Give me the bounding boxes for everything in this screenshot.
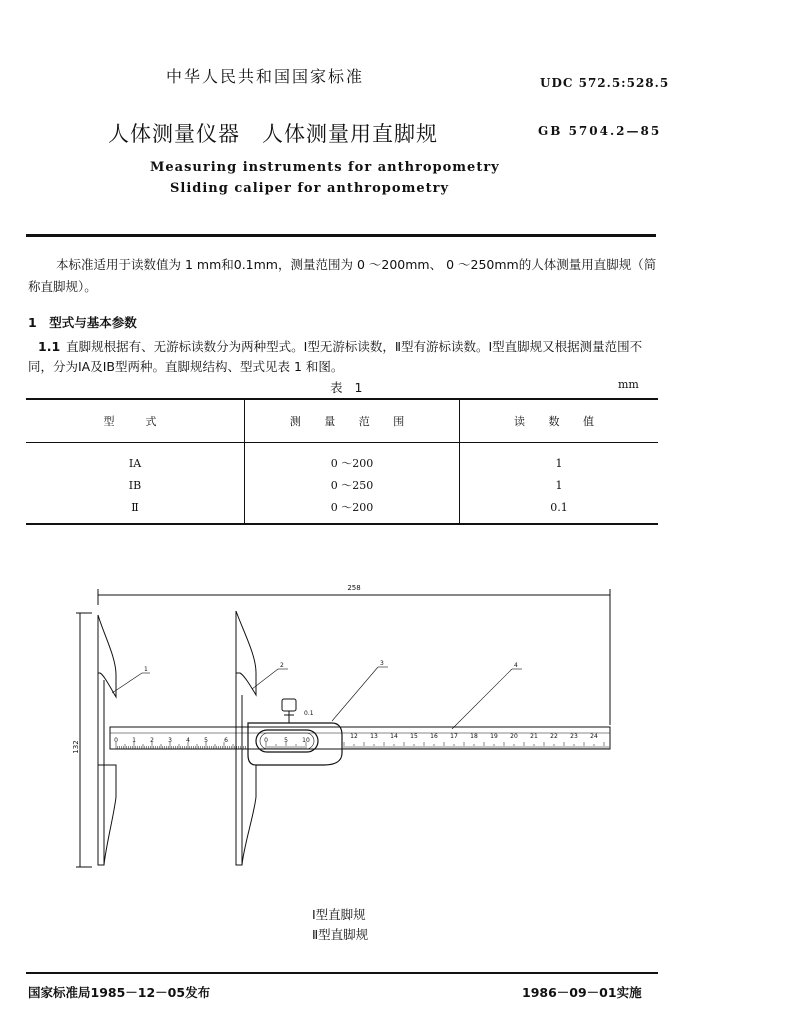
cell-reading: 1 <box>555 456 563 470</box>
footer-rule <box>26 972 658 974</box>
paragraph-1-1 <box>28 337 658 377</box>
caliper-drawing <box>70 575 640 885</box>
document-title-en-2: Sliding caliper for anthropometry <box>170 181 449 196</box>
dimension-258 <box>98 584 610 725</box>
table-row <box>26 474 658 496</box>
figure-caption-1: Ⅰ型直脚规 <box>312 907 366 922</box>
table-caption: 表 1 <box>330 380 367 395</box>
cell-range: 0 ～200 <box>245 496 460 524</box>
scale-number: 5 <box>204 737 208 744</box>
scale-number: 19 <box>490 733 498 740</box>
gb-number: GB 5704.2—85 <box>538 124 662 138</box>
scale-number: 6 <box>224 737 228 744</box>
intro-paragraph <box>28 254 658 298</box>
table-unit: mm <box>618 378 639 391</box>
issue-date: 国家标准局1985－12－05发布 <box>28 985 211 1000</box>
scale-number: 16 <box>430 733 438 740</box>
slider-body <box>248 723 342 765</box>
spec-table <box>26 398 658 525</box>
paragraph-number: 1.1 <box>38 339 61 354</box>
scale-number: 1 <box>132 737 136 744</box>
udc-code: UDC 572.5:528.5 <box>540 76 670 90</box>
document-title-en-1: Measuring instruments for anthropometry <box>150 160 500 175</box>
scale-number: 14 <box>390 733 398 740</box>
cell-range: 0 ～200 <box>245 443 460 475</box>
country-standard-heading: 中华人民共和国国家标准 <box>166 67 365 86</box>
dimension-258-label: 258 <box>347 584 361 592</box>
table-header-row <box>26 399 658 443</box>
vernier-number: 0 <box>264 737 268 744</box>
header-range: 测 量 范 围 <box>245 399 460 443</box>
part-label-2: 2 <box>280 662 284 669</box>
section-1-heading: 1 型式与基本参数 <box>28 315 137 330</box>
scale-number: 20 <box>510 733 518 740</box>
scale-number: 21 <box>530 733 538 740</box>
scale-number: 22 <box>550 733 558 740</box>
header-type: 型 式 <box>26 399 245 443</box>
scale-ticks-right <box>344 742 608 749</box>
table-row <box>26 443 658 475</box>
paragraph-text: 直脚规根据有、无游标读数分为两种型式。Ⅰ型无游标读数，Ⅱ型有游标读数。Ⅰ型直脚规又根据测量范围不同，分为ⅠA及ⅠB型两种。直脚规结构、型式见表 1 和图。 <box>28 339 643 374</box>
document-title-cn: 人体测量仪器 人体测量用直脚规 <box>108 122 438 146</box>
scale-number: 3 <box>168 737 172 744</box>
cell-range: 0 ～250 <box>245 474 460 496</box>
scale-number: 4 <box>186 737 190 744</box>
cell-type: Ⅱ <box>26 496 245 524</box>
header-reading: 读 数 值 <box>460 399 659 443</box>
scale-number: 15 <box>410 733 418 740</box>
cell-type: ⅠB <box>128 478 142 492</box>
intro-text: 本标准适用于读数值为 1 mm和0.1mm，测量范围为 0 ～200mm、 0 ～250mm的人体测量用直脚规（简称直脚规）。 <box>28 257 657 294</box>
vernier-number: 5 <box>284 737 288 744</box>
scale-number: 2 <box>150 737 154 744</box>
header-rule <box>26 234 656 237</box>
scale-number: 0 <box>114 737 118 744</box>
scale-number: 12 <box>350 733 358 740</box>
figure-caption-2: Ⅱ型直脚规 <box>312 927 369 942</box>
cell-reading: 0.1 <box>460 496 659 524</box>
vernier-value-label: 0.1 <box>304 710 314 717</box>
moving-jaw <box>236 611 256 865</box>
part-label-3: 3 <box>380 660 384 667</box>
scale-number: 18 <box>470 733 478 740</box>
vernier-number: 10 <box>302 737 310 744</box>
scale-number: 17 <box>450 733 458 740</box>
part-label-1: 1 <box>144 666 148 673</box>
cell-reading: 1 <box>555 478 563 492</box>
scale-number: 24 <box>590 733 598 740</box>
dimension-132-label: 132 <box>72 740 80 754</box>
scale-number: 23 <box>570 733 578 740</box>
table-row <box>26 496 658 524</box>
cell-type: ⅠA <box>128 456 142 470</box>
scale-number: 13 <box>370 733 378 740</box>
locking-screw <box>282 699 296 711</box>
part-label-4: 4 <box>514 662 518 669</box>
effective-date: 1986－09－01实施 <box>522 985 642 1000</box>
dimension-132 <box>72 613 92 867</box>
